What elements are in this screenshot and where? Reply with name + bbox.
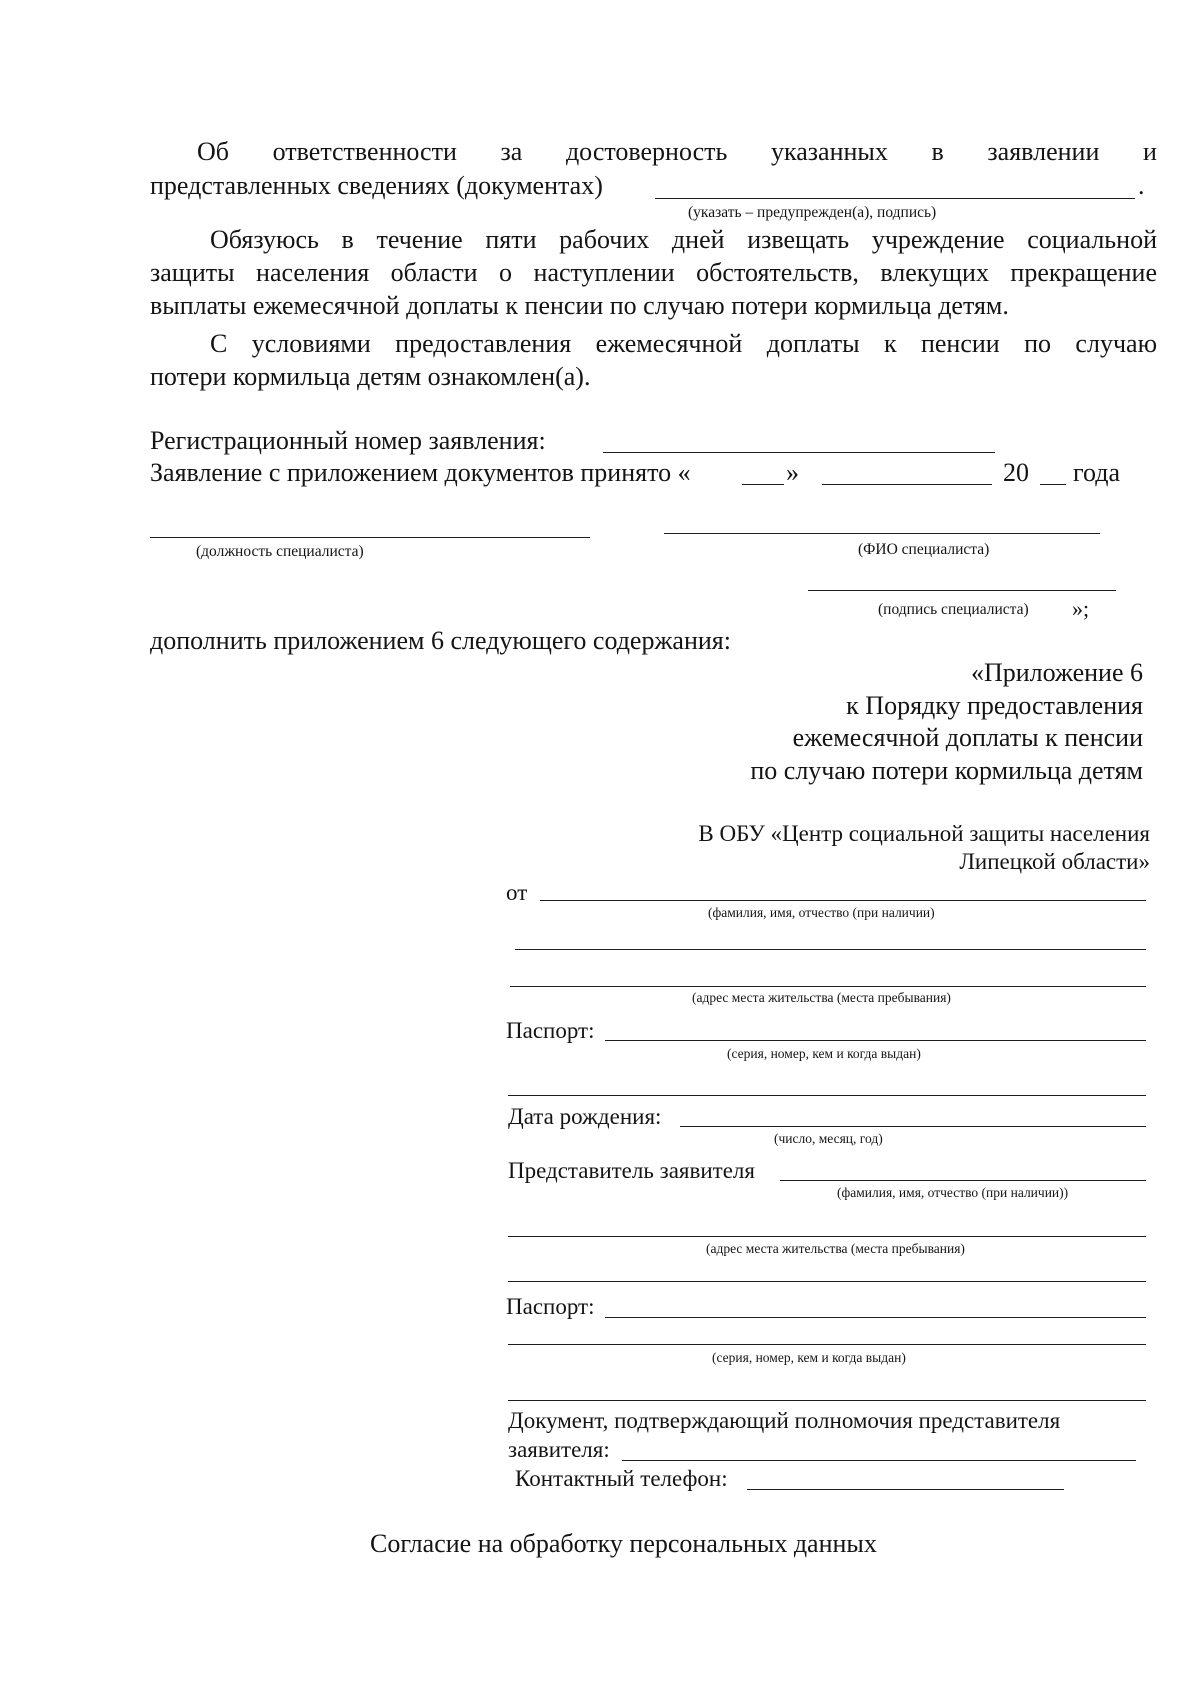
specialist-signature-caption: (подпись специалиста) xyxy=(878,601,1029,618)
accepted-label: Заявление с приложением документов принято « xyxy=(150,458,691,487)
accepted-month-field[interactable] xyxy=(822,484,992,485)
representative-fio-field[interactable] xyxy=(780,1180,1146,1181)
addressee-line-2: Липецкой области» xyxy=(959,849,1150,874)
specialist-name-caption: (ФИО специалиста) xyxy=(858,541,990,558)
accepted-day-field[interactable] xyxy=(742,484,784,485)
responsibility-line-end: . xyxy=(1138,171,1145,200)
rep-passport-field[interactable] xyxy=(605,1317,1146,1318)
word: достоверность xyxy=(565,137,728,166)
supplement-intro: дополнить приложением 6 следующего содержания: xyxy=(150,626,731,655)
passport-extra-line[interactable] xyxy=(508,1095,1146,1096)
appendix-header-line-2: к Порядку предоставления xyxy=(846,691,1143,720)
representative-fio-caption: (фамилия, имя, отчество (при наличии)) xyxy=(837,1185,1069,1200)
obligation-line-1: Обязуюсь в течение пяти рабочих дней извещать учреждение социальной xyxy=(210,225,1157,254)
specialist-signature-field[interactable] xyxy=(808,590,1116,591)
appendix-header-line-3: ежемесячной доплаты к пенсии xyxy=(792,723,1143,752)
responsibility-line-1 xyxy=(197,136,1157,168)
accepted-quote-close: » xyxy=(786,458,799,487)
applicant-address-caption: (адрес места жительства (места пребывания) xyxy=(692,990,951,1005)
obligation-line-2: защиты населения области о наступлении обстоятельств, влекущих прекращение xyxy=(150,258,1157,287)
word: ответственности xyxy=(272,137,457,166)
from-label: от xyxy=(506,880,528,905)
responsibility-caption: (указать – предупрежден(а), подпись) xyxy=(688,204,937,221)
word: заявлении xyxy=(987,137,1100,166)
rep-passport-label: Паспорт: xyxy=(506,1294,595,1319)
representative-address-extra-line[interactable] xyxy=(508,1281,1146,1282)
authority-document-label-1: Документ, подтверждающий полномочия представителя xyxy=(508,1408,1061,1433)
accepted-year-suffix: года xyxy=(1073,458,1121,487)
contact-phone-field[interactable] xyxy=(747,1489,1064,1490)
authority-document-label-2: заявителя: xyxy=(508,1437,610,1462)
registration-number-field[interactable] xyxy=(603,452,995,453)
specialist-name-field[interactable] xyxy=(664,533,1100,534)
specialist-position-caption: (должность специалиста) xyxy=(196,543,364,560)
word: за xyxy=(500,137,523,166)
contact-phone-label: Контактный телефон: xyxy=(515,1466,728,1491)
rep-passport-caption: (серия, номер, кем и когда выдан) xyxy=(712,1350,906,1365)
conditions-line-1: С условиями предоставления ежемесячной доплаты к пенсии по случаю xyxy=(210,329,1157,358)
applicant-fio-caption: (фамилия, имя, отчество (при наличии) xyxy=(708,905,935,920)
word: Об xyxy=(197,137,230,166)
passport-field[interactable] xyxy=(605,1040,1146,1041)
obligation-line-3: выплаты ежемесячной доплаты к пенсии по случаю потери кормильца детям. xyxy=(150,291,1009,320)
responsibility-signature-field[interactable] xyxy=(655,198,1135,199)
rep-passport-extra-line[interactable] xyxy=(508,1400,1146,1401)
applicant-extra-line[interactable] xyxy=(515,949,1146,950)
passport-caption: (серия, номер, кем и когда выдан) xyxy=(727,1046,921,1061)
word: в xyxy=(931,137,944,166)
birth-date-caption: (число, месяц, год) xyxy=(774,1131,883,1146)
applicant-fio-field[interactable] xyxy=(540,900,1146,901)
birth-date-label: Дата рождения: xyxy=(508,1104,662,1129)
representative-address-caption: (адрес места жительства (места пребывания) xyxy=(706,1241,965,1256)
rep-passport-line-2[interactable] xyxy=(508,1344,1146,1345)
registration-number-label: Регистрационный номер заявления: xyxy=(150,426,546,455)
accepted-year-prefix: 20 xyxy=(1003,458,1029,487)
applicant-address-field[interactable] xyxy=(510,986,1146,987)
responsibility-line-2: представленных сведениях (документах) xyxy=(150,171,603,200)
specialist-position-field[interactable] xyxy=(150,537,590,538)
word: указанных xyxy=(770,137,888,166)
appendix-header-line-1: «Приложение 6 xyxy=(970,658,1143,687)
representative-label: Представитель заявителя xyxy=(508,1158,755,1183)
accepted-year-field[interactable] xyxy=(1040,484,1066,485)
appendix-header-line-4: по случаю потери кормильца детям xyxy=(750,756,1143,785)
signature-end-quote: »; xyxy=(1072,596,1090,621)
consent-title: Согласие на обработку персональных данных xyxy=(370,1529,877,1558)
word: и xyxy=(1143,137,1157,166)
addressee-line-1: В ОБУ «Центр социальной защиты населения xyxy=(698,821,1150,846)
authority-document-field[interactable] xyxy=(622,1460,1136,1461)
representative-address-field[interactable] xyxy=(508,1236,1146,1237)
birth-date-field[interactable] xyxy=(680,1126,1146,1127)
conditions-line-2: потери кормильца детям ознакомлен(а). xyxy=(150,362,591,391)
passport-label: Паспорт: xyxy=(506,1018,595,1043)
